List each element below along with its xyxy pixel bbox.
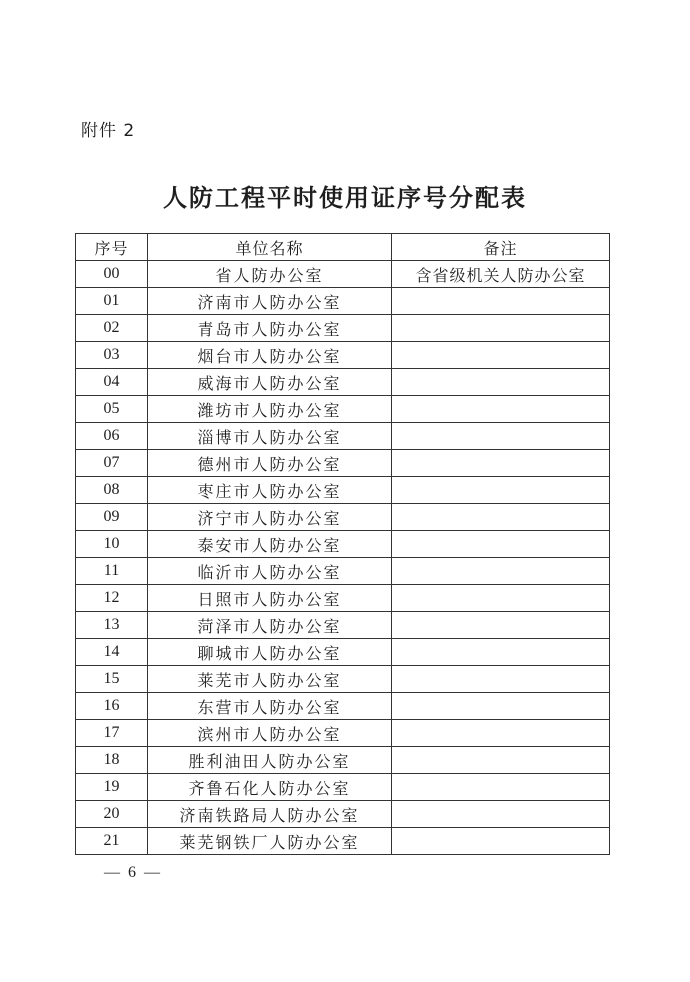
table-row	[76, 288, 610, 315]
unit-name-cell: 临沂市人防办公室	[148, 558, 392, 585]
serial-number-cell: 18	[76, 747, 148, 774]
remarks-cell	[392, 747, 610, 774]
serial-number-cell: 15	[76, 666, 148, 693]
serial-number-cell: 20	[76, 801, 148, 828]
remarks-cell	[392, 504, 610, 531]
table-row	[76, 639, 610, 666]
table-row	[76, 261, 610, 288]
unit-name-cell: 威海市人防办公室	[148, 369, 392, 396]
document-title: 人防工程平时使用证序号分配表	[163, 183, 527, 212]
table-row	[76, 450, 610, 477]
page-number: — 6 —	[104, 864, 162, 881]
unit-name-cell: 济南市人防办公室	[148, 288, 392, 315]
unit-name-cell: 胜利油田人防办公室	[148, 747, 392, 774]
table-header-row	[76, 234, 610, 261]
table-row	[76, 477, 610, 504]
table-row	[76, 342, 610, 369]
serial-number-cell: 14	[76, 639, 148, 666]
table-row	[76, 774, 610, 801]
remarks-cell	[392, 396, 610, 423]
unit-name-cell: 泰安市人防办公室	[148, 531, 392, 558]
remarks-cell	[392, 477, 610, 504]
unit-name-cell: 烟台市人防办公室	[148, 342, 392, 369]
remarks-cell	[392, 801, 610, 828]
table-row	[76, 423, 610, 450]
remarks-cell	[392, 423, 610, 450]
remarks-cell	[392, 774, 610, 801]
serial-number-cell: 19	[76, 774, 148, 801]
unit-name-cell: 莱芜市人防办公室	[148, 666, 392, 693]
allocation-table	[75, 233, 610, 855]
remarks-cell	[392, 315, 610, 342]
serial-number-cell: 09	[76, 504, 148, 531]
remarks-cell	[392, 585, 610, 612]
remarks-cell	[392, 369, 610, 396]
serial-number-cell: 01	[76, 288, 148, 315]
table-row	[76, 369, 610, 396]
serial-number-cell: 05	[76, 396, 148, 423]
remarks-cell	[392, 450, 610, 477]
unit-name-cell: 济南铁路局人防办公室	[148, 801, 392, 828]
table-row	[76, 558, 610, 585]
table-row	[76, 666, 610, 693]
serial-number-cell: 06	[76, 423, 148, 450]
unit-name-cell: 滨州市人防办公室	[148, 720, 392, 747]
unit-name-cell: 莱芜钢铁厂人防办公室	[148, 828, 392, 855]
table-row	[76, 720, 610, 747]
serial-number-cell: 10	[76, 531, 148, 558]
remarks-cell	[392, 639, 610, 666]
table-body	[76, 261, 610, 855]
table-row	[76, 612, 610, 639]
table-row	[76, 747, 610, 774]
remarks-cell	[392, 531, 610, 558]
table-row	[76, 315, 610, 342]
remarks-cell	[392, 720, 610, 747]
table-row	[76, 396, 610, 423]
remarks-cell	[392, 612, 610, 639]
remarks-cell	[392, 558, 610, 585]
table-row	[76, 828, 610, 855]
serial-number-cell: 16	[76, 693, 148, 720]
table-row	[76, 801, 610, 828]
serial-number-cell: 11	[76, 558, 148, 585]
attachment-label: 附件 2	[81, 121, 136, 141]
table-row	[76, 585, 610, 612]
table-row	[76, 693, 610, 720]
header-remarks: 备注	[392, 234, 610, 261]
unit-name-cell: 省人防办公室	[148, 261, 392, 288]
serial-number-cell: 08	[76, 477, 148, 504]
table-row	[76, 531, 610, 558]
serial-number-cell: 13	[76, 612, 148, 639]
unit-name-cell: 淄博市人防办公室	[148, 423, 392, 450]
serial-number-cell: 17	[76, 720, 148, 747]
serial-number-cell: 21	[76, 828, 148, 855]
serial-number-cell: 12	[76, 585, 148, 612]
remarks-cell	[392, 693, 610, 720]
serial-number-cell: 00	[76, 261, 148, 288]
table-row	[76, 504, 610, 531]
unit-name-cell: 济宁市人防办公室	[148, 504, 392, 531]
remarks-cell	[392, 666, 610, 693]
serial-number-cell: 04	[76, 369, 148, 396]
header-serial-number: 序号	[76, 234, 148, 261]
unit-name-cell: 东营市人防办公室	[148, 693, 392, 720]
remarks-cell	[392, 828, 610, 855]
serial-number-cell: 07	[76, 450, 148, 477]
unit-name-cell: 枣庄市人防办公室	[148, 477, 392, 504]
unit-name-cell: 菏泽市人防办公室	[148, 612, 392, 639]
remarks-cell	[392, 288, 610, 315]
unit-name-cell: 聊城市人防办公室	[148, 639, 392, 666]
serial-number-cell: 02	[76, 315, 148, 342]
unit-name-cell: 齐鲁石化人防办公室	[148, 774, 392, 801]
header-unit-name: 单位名称	[148, 234, 392, 261]
unit-name-cell: 青岛市人防办公室	[148, 315, 392, 342]
remarks-cell	[392, 342, 610, 369]
unit-name-cell: 日照市人防办公室	[148, 585, 392, 612]
serial-number-cell: 03	[76, 342, 148, 369]
unit-name-cell: 德州市人防办公室	[148, 450, 392, 477]
unit-name-cell: 潍坊市人防办公室	[148, 396, 392, 423]
remarks-cell: 含省级机关人防办公室	[392, 261, 610, 288]
